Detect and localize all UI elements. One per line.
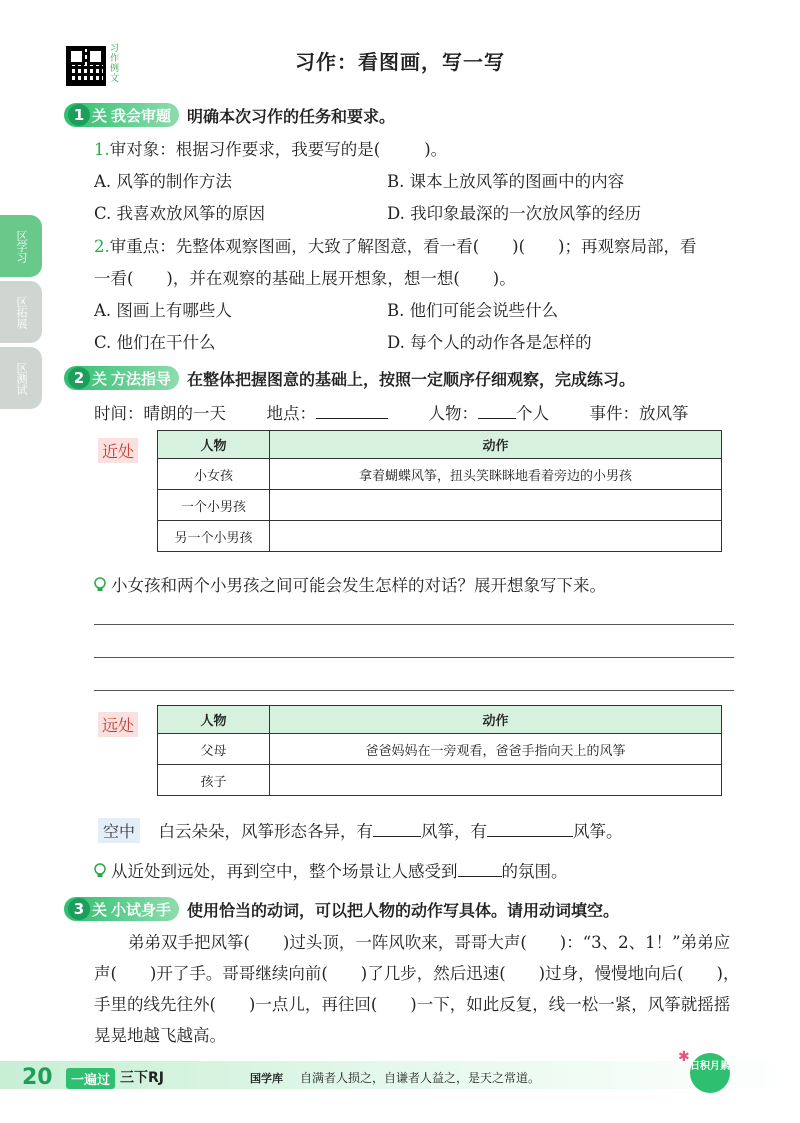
- brand-logo: 一遍过: [66, 1068, 115, 1089]
- sky-blank-1[interactable]: [373, 821, 421, 837]
- qr-label: 习作例文: [110, 44, 120, 84]
- q1-option-b: B. 课本上放风筝的图画中的内容: [387, 172, 625, 191]
- near-tag: 近处: [98, 438, 138, 463]
- grade-label: 三下RJ: [120, 1070, 164, 1086]
- fill-verb-passage[interactable]: 弟弟双手把风筝( )过头顶，一阵风吹来，哥哥大声( )：“3、2、1！”弟弟应声( )开了手。哥哥继续向前( )了几步，然后迅速( )过身，慢慢地向后( )，手里的线先往外( )一点儿，再往回( )一下，如此反复，线一松一紧，风筝就摇摇晃晃地越飞越高。: [94, 933, 740, 1045]
- section-badge: 2 关 方法指导: [64, 366, 179, 390]
- writing-line[interactable]: [94, 690, 734, 691]
- answer-cell[interactable]: [270, 521, 722, 552]
- table-header: 动作: [270, 706, 722, 734]
- writing-line[interactable]: [94, 657, 734, 658]
- sky-line: 空中 白云朵朵，风筝形态各异，有 风筝，有 风筝。: [98, 818, 623, 843]
- section-badge: 1 关 我会审题: [64, 103, 179, 127]
- section-desc: 使用恰当的动词，可以把人物的动作写具体。请用动词填空。: [187, 900, 620, 920]
- section-2-header: [64, 366, 635, 390]
- people-blank[interactable]: [478, 403, 516, 419]
- page-title: 习作：看图画，写一写: [295, 50, 505, 74]
- section-desc: 明确本次习作的任务和要求。: [187, 106, 396, 126]
- info-line: 时间：晴朗的一天 地点： 人物： 个人 事件：放风筝: [94, 404, 689, 423]
- section-1-header: [64, 103, 395, 127]
- page-number: 20: [22, 1065, 53, 1090]
- writing-line[interactable]: [94, 624, 734, 625]
- info-event: 事件：放风筝: [589, 404, 689, 423]
- table-row: 父母 爸爸妈妈在一旁观看，爸爸手指向天上的风筝: [158, 734, 722, 765]
- table-row: 孩子: [158, 765, 722, 796]
- place-blank[interactable]: [316, 403, 388, 419]
- star-icon: ✱: [678, 1049, 690, 1065]
- guoxue-label: 国学库: [250, 1072, 283, 1085]
- lightbulb-icon: [92, 577, 108, 593]
- info-place: 地点：: [266, 404, 316, 423]
- far-table: [157, 705, 722, 796]
- table-row: 另一个小男孩: [158, 521, 722, 552]
- info-time: 时间：晴朗的一天: [94, 404, 226, 423]
- table-header: 动作: [270, 431, 722, 459]
- answer-cell[interactable]: [270, 490, 722, 521]
- table-header: 人物: [158, 706, 270, 734]
- near-table: [157, 430, 722, 552]
- q1-option-a: A. 风筝的制作方法: [94, 172, 232, 191]
- q2-option-d: D. 每个人的动作各是怎样的: [387, 333, 592, 352]
- atmosphere-line: 从近处到远处，再到空中，整个场景让人感受到 的氛围。: [92, 858, 568, 882]
- side-tabs: [0, 215, 42, 413]
- daily-badge: 日积月累: [690, 1053, 730, 1093]
- table-header: 人物: [158, 431, 270, 459]
- section-3-header: [64, 897, 619, 921]
- table-row: 一个小男孩: [158, 490, 722, 521]
- question-1: 1.审对象：根据习作要求，我要写的是( )。: [94, 140, 448, 159]
- page-footer: [0, 1049, 800, 1097]
- proverb: 自满者人损之，自谦者人益之，是天之常道。: [300, 1071, 541, 1085]
- q2-option-c: C. 他们在干什么: [94, 333, 216, 352]
- q1-option-d: D. 我印象最深的一次放风筝的经历: [387, 204, 642, 223]
- question-2: 2.审重点：先整体观察图画，大致了解图意，看一看( )( )；再观察局部，看: [94, 237, 697, 256]
- dialog-prompt: 小女孩和两个小男孩之间可能会发生怎样的对话？展开想象写下来。: [92, 572, 606, 596]
- side-tab-test[interactable]: 区测试: [0, 347, 42, 409]
- side-tab-study[interactable]: 区学习: [0, 215, 42, 277]
- atmosphere-blank[interactable]: [458, 861, 502, 877]
- section-desc: 在整体把握图意的基础上，按照一定顺序仔细观察，完成练习。: [187, 369, 636, 389]
- info-people: 人物：: [428, 404, 478, 423]
- lightbulb-icon: [92, 863, 108, 879]
- sky-blank-2[interactable]: [487, 821, 573, 837]
- q1-option-c: C. 我喜欢放风筝的原因: [94, 204, 266, 223]
- section-badge: 3 关 小试身手: [64, 897, 179, 921]
- side-tab-extend[interactable]: 区拓展: [0, 281, 42, 343]
- table-row: 小女孩 拿着蝴蝶风筝，扭头笑眯眯地看着旁边的小男孩: [158, 459, 722, 490]
- question-2-cont: 一看( )，并在观察的基础上展开想象，想一想( )。: [94, 269, 516, 288]
- q2-option-a: A. 图画上有哪些人: [94, 301, 232, 320]
- far-tag: 远处: [98, 712, 138, 737]
- sky-tag: 空中: [98, 818, 140, 843]
- answer-cell[interactable]: [270, 765, 722, 796]
- q2-option-b: B. 他们可能会说些什么: [387, 301, 559, 320]
